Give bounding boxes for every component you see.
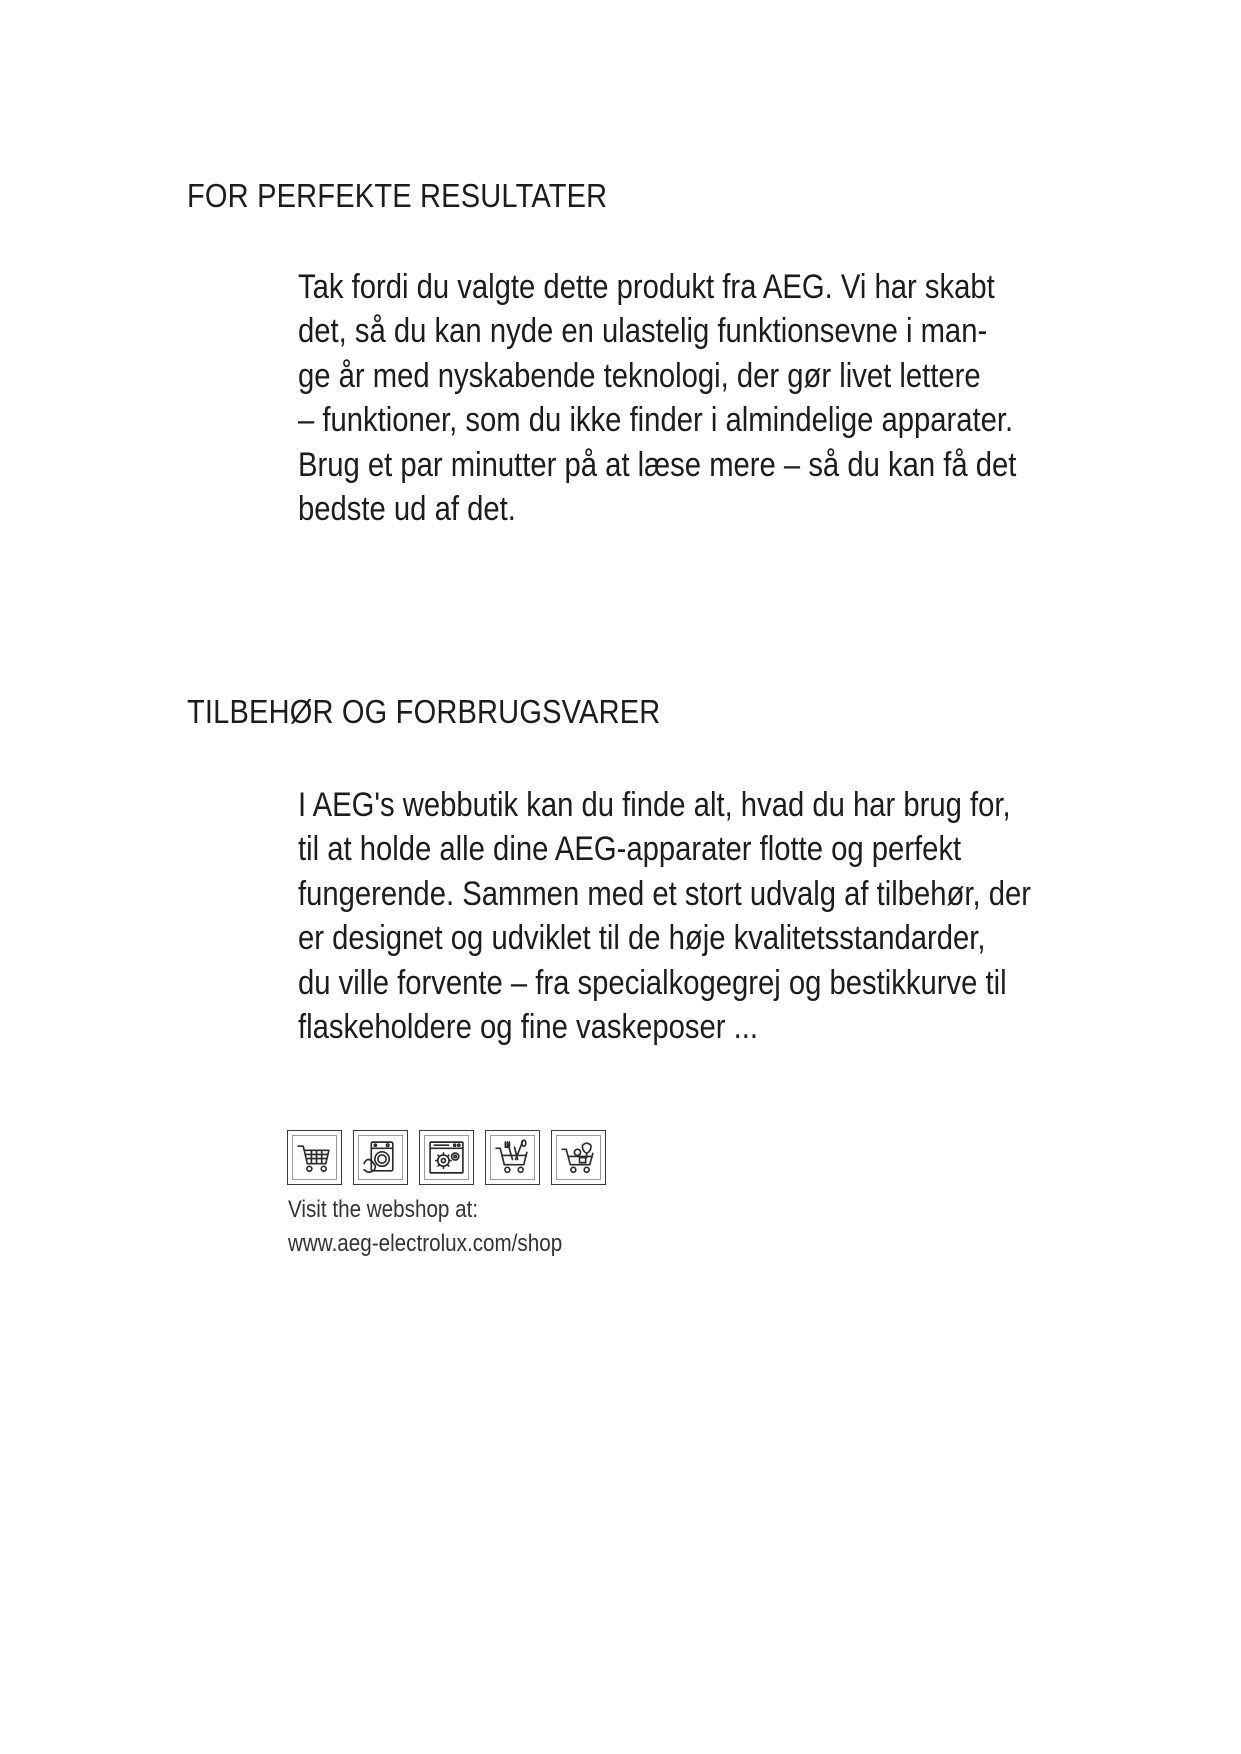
webshop-url: www.aeg-electrolux.com/shop [288,1230,563,1257]
section-heading-accessories: TILBEHØR OG FORBRUGSVARER [187,693,661,730]
paragraph-line: du ville forvente – fra specialkogegrej og bestikkurve til [298,963,1007,1002]
paragraph-line: fungerende. Sammen med et stort udvalg af tilbehør, der [298,874,1032,913]
paragraph-line: Brug et par minutter på at læse mere – så du kan få det [298,445,1017,484]
washing-machine-icon [353,1130,408,1185]
paragraph-line: I AEG's webbutik kan du finde alt, hvad du har brug for, [298,786,1011,824]
paragraph-line: Tak fordi du valgte dette produkt fra AEG. Vi har skabt [298,268,995,306]
webshop-icon-row [287,1130,606,1185]
cart-with-utensils-icon [485,1130,540,1185]
section-heading-perfect-results: FOR PERFEKTE RESULTATER [187,177,608,214]
intro-paragraph [298,265,1198,531]
paragraph-line: det, så du kan nyde en ulastelig funktionsevne i man- [298,312,988,351]
cart-with-accessories-icon [551,1130,606,1185]
paragraph-line: ge år med nyskabende teknologi, der gør livet lettere [298,356,981,395]
paragraph-line: til at holde alle dine AEG-apparater flotte og perfekt [298,830,962,869]
paragraph-line: – funktioner, som du ikke finder i almindelige apparater. [298,401,1014,440]
webshop-caption [288,1193,607,1261]
shopping-cart-icon [287,1130,342,1185]
webshop-caption-label: Visit the webshop at: [288,1196,479,1223]
paragraph-line: er designet og udviklet til de høje kvalitetsstandarder, [298,919,986,958]
paragraph-line: bedste ud af det. [298,489,516,528]
paragraph-line: flaskeholdere og fine vaskeposer ... [298,1007,758,1046]
accessories-paragraph [298,783,1198,1049]
oven-settings-icon [419,1130,474,1185]
